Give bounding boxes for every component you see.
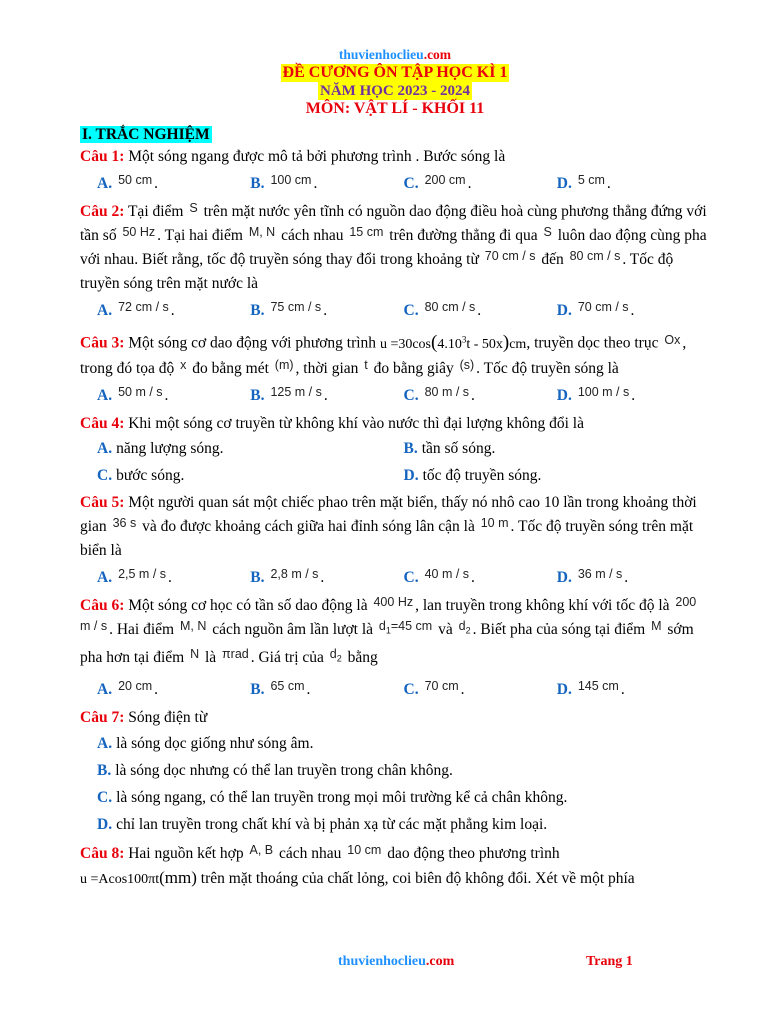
option-b[interactable]: B. $^{100 cm}$ . xyxy=(250,173,318,192)
document-header xyxy=(80,46,710,118)
option-b[interactable]: B. $^{65 cm}$ . xyxy=(250,678,311,698)
option-c[interactable]: C. $^{70 cm}$ . xyxy=(403,678,465,698)
option-d[interactable]: D. $^{5 cm}$ . xyxy=(556,173,611,192)
option-a[interactable]: A. $^{50 m / s}$ . xyxy=(97,384,169,404)
option-c[interactable]: C. $^{200 cm}$ . xyxy=(403,173,472,192)
option-a[interactable]: A. $^{20 cm}$ . xyxy=(97,678,158,698)
option-a[interactable]: A. là sóng dọc giống như sóng âm. xyxy=(97,734,314,752)
site-name[interactable]: thuvienhoclieu.com xyxy=(338,47,452,62)
section-heading: I. TRẮC NGHIỆM xyxy=(82,126,210,143)
option-d[interactable]: D. $^{70 cm / s}$ . xyxy=(556,300,635,319)
option-a[interactable]: A. $^{2,5 m / s}$ . xyxy=(97,566,172,586)
question-5-options xyxy=(80,563,710,593)
option-c[interactable]: C. $^{80 cm / s}$ . xyxy=(403,300,482,319)
option-c[interactable]: C. $^{40 m / s}$ . xyxy=(403,566,475,586)
wave-equation: $u =30\cos(4.10^3t - 50x)cm$ xyxy=(379,331,527,353)
option-b[interactable]: B. $^{125 m / s}$ . xyxy=(250,384,328,404)
document-page xyxy=(80,46,710,892)
question-3: Câu 3: Một sóng cơ dao động với phương trình $u =30\cos(4.10^3t - 50x)cm$, truyền dọc theo trục $^{Ox}$ , trong đó tọa độ $^x$ đo bằng mét $^{(m)}$ , thời gian $^t$ đo bằng giây $^{(s)}$ . Tốc độ truyền sóng là xyxy=(80,331,687,377)
option-b[interactable]: B. tần số sóng. xyxy=(403,440,496,458)
document-title: ĐỀ CƯƠNG ÔN TẬP HỌC KÌ 1 xyxy=(282,64,508,81)
question-3-options xyxy=(80,381,710,411)
footer-site-name[interactable]: thuvienhoclieu.com xyxy=(338,954,455,969)
subject-line: MÔN: VẬT LÍ - KHỐI 11 xyxy=(305,100,485,117)
option-d[interactable]: D. chỉ lan truyền trong chất khí và bị phản xạ từ các mặt phẳng kim loại. xyxy=(97,815,548,833)
page-number: Trang 1 xyxy=(586,954,633,969)
option-c[interactable]: C. $^{80 m / s}$ . xyxy=(403,384,475,404)
question-6-options xyxy=(80,675,710,705)
question-2: Câu 2: Tại điểm $^S$ trên mặt nước yên tĩnh có nguồn dao động điều hoà cùng phương thẳng đứng với tần số $^{50 Hz}$ . Tại hai điểm $^{M, N}$ cách nhau $^{15 cm}$ trên đường thẳng đi qua $^S$ luôn dao động cùng pha với nhau. Biết rằng, tốc độ truyền sóng thay đổi trong khoảng từ $^{70 cm / s}$ đến $^{80 cm / s}$ . Tốc độ truyền sóng trên mặt nước là xyxy=(80,201,707,292)
question-4-options-row2 xyxy=(80,463,710,490)
option-a[interactable]: A. năng lượng sóng. xyxy=(97,440,224,458)
question-5: Câu 5: Một người quan sát một chiếc phao trên mặt biển, thấy nó nhô cao 10 lần trong khoảng thời gian $^{36 s}$ và đo được khoảng cách giữa hai đỉnh sóng lân cận là $^{10 m}$ . Tốc độ truyền sóng trên mặt biển là xyxy=(80,493,697,559)
question-1-options xyxy=(80,169,710,199)
option-b[interactable]: B. $^{2,8 m / s}$ . xyxy=(250,566,325,586)
question-8: Câu 8: Hai nguồn kết hợp $^{A, B}$ cách nhau $^{10 cm}$ dao động theo phương trình u =Acos100πt(mm) trên mặt thoáng của chất lỏng, coi biên độ không đổi. Xét về một phía xyxy=(80,842,635,887)
school-year: NĂM HỌC 2023 - 2024 xyxy=(320,83,470,99)
question-7: Câu 7: Sóng điện từ xyxy=(80,708,208,726)
option-d[interactable]: D. tốc độ truyền sóng. xyxy=(403,467,542,485)
option-a[interactable]: A. $^{72 cm / s}$ . xyxy=(97,300,175,319)
question-1: Câu 1: Một sóng ngang được mô tả bởi phương trình . Bước sóng là xyxy=(80,148,506,165)
option-b[interactable]: B. là sóng dọc nhưng có thể lan truyền trong chân không. xyxy=(97,761,453,779)
question-4: Câu 4: Khi một sóng cơ truyền từ không khí vào nước thì đại lượng không đổi là xyxy=(80,414,584,432)
option-d[interactable]: D. $^{145 cm}$ . xyxy=(556,678,625,698)
question-2-options xyxy=(80,296,710,326)
option-a[interactable]: A. $^{50 cm}$ . xyxy=(97,173,158,192)
question-4-options-row1 xyxy=(80,436,710,463)
source-equation: u =Acos100πt(mm) xyxy=(80,867,197,887)
option-c[interactable]: C. bước sóng. xyxy=(97,467,185,485)
option-d[interactable]: D. $^{36 m / s}$ . xyxy=(556,566,629,586)
option-b[interactable]: B. $^{75 cm / s}$ . xyxy=(250,300,328,319)
option-d[interactable]: D. $^{100 m / s}$ . xyxy=(556,384,636,404)
question-6: Câu 6: Một sóng cơ học có tần số dao động là $^{400 Hz}$ , lan truyền trong không khí với tốc độ là $^{200 m / s}$ . Hai điểm $^{M, N}$ cách nguồn âm lần lượt là $^{d_1=45 cm}$ và $^{d_2}$ . Biết pha của sóng tại điểm $^M$ sớm pha hơn tại điểm $^N$ là $^{\pi rad}$ . Giá trị của $^{d_2}$ bằng xyxy=(80,594,697,667)
option-c[interactable]: C. là sóng ngang, có thể lan truyền trong mọi môi trường kể cả chân không. xyxy=(97,788,568,806)
